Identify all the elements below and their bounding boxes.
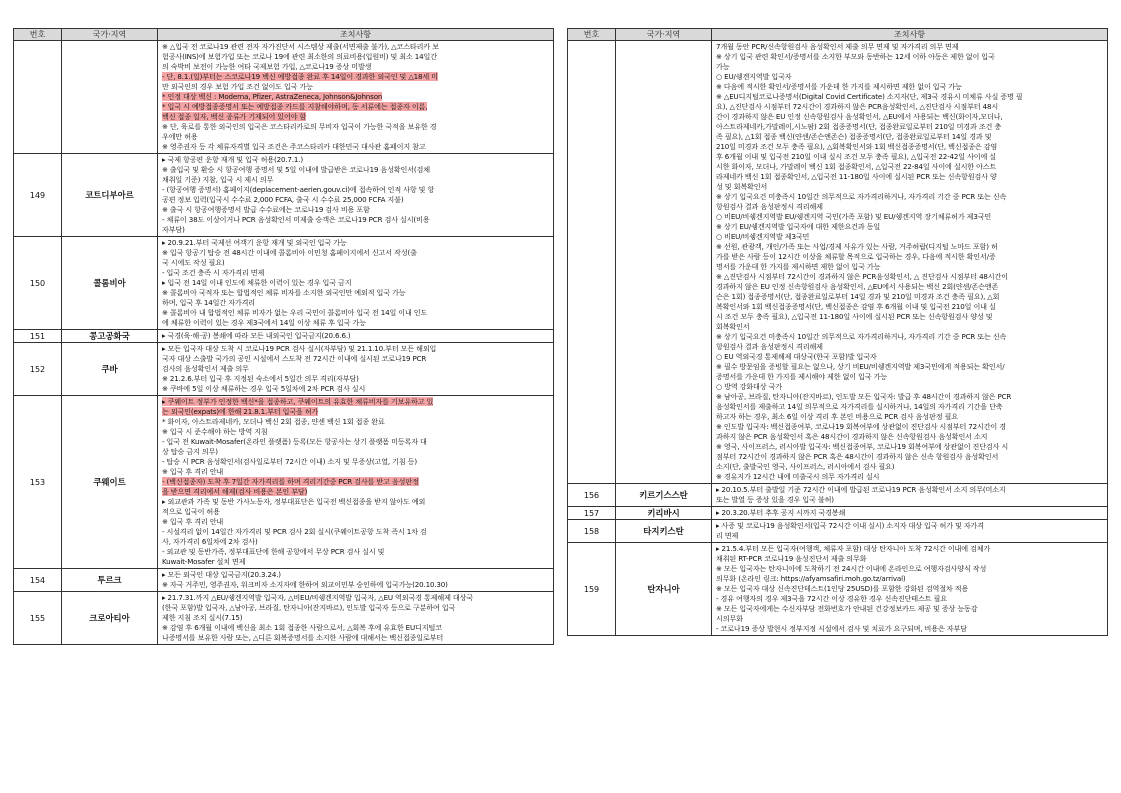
measure-line: 나증명서를 보유한 사람 또는, △디른 회복증명서를 소지한 사람에 대해서는 백신접종일로부터 <box>162 633 444 642</box>
measures-cell <box>158 592 554 645</box>
measures-cell <box>158 330 554 343</box>
measure-line: - 입국 조건 충족 시 자가격리 면제 <box>162 268 265 277</box>
measure-line: 과하지 않은 PCR 음성확인서 혹은 48시간이 경과하지 않은 신속항원검사 음성확인서 소지 <box>716 432 988 441</box>
measure-line: 명서를 가운데 한 가지를 제시하면 제한 없이 입국 가능 <box>716 262 881 271</box>
measure-line: ▸ 21.7.31.까지 △EU/쉥겐지역발 입국자, △비EU/비쉥겐지역발 입국자, △EU 역외국경 통제해제 대상국 <box>162 593 473 602</box>
measure-line: 음성확인서를 제출하고 14일 의무적으로 자가격리를 실시하거나, 14일의 자가격리 기간을 단축 <box>716 402 1003 411</box>
measures-cell <box>158 569 554 592</box>
measure-line: ※ 입국 후 격리 안내 <box>162 517 224 526</box>
measure-line: 항원검사 결과 음성판정시 격리해제 <box>716 342 823 351</box>
measure-line: 7개월 동안 PCR/신속항원검사 음성확인서 제출 의무 면제 및 자가격리 의무 면제 <box>716 42 959 51</box>
measure-line: ※ 입국 항공기 탑승 전 48시간 이내에 콜롬비아 이민청 홈페이지에서 신고서 작성(출 <box>162 248 417 257</box>
row-number: 159 <box>568 543 616 636</box>
country-name <box>62 41 158 154</box>
measure-line <box>162 477 550 487</box>
measure-line: ▸ 사증 및 코로나19 음성확인서(입국 72시간 이내 실시) 소지자 대상 입국 허가 및 자가격 <box>716 521 984 530</box>
measure-line <box>162 487 550 497</box>
country-name: 쿠바 <box>62 343 158 396</box>
measure-line: 시의무화 <box>716 614 743 623</box>
measure-line: - 외교관 및 동반가족, 정부대표단에 한해 공항에서 무상 PCR 검사 실시 및 <box>162 547 385 556</box>
measures-cell <box>712 484 1108 507</box>
measure-line: ▸ 20.9.21.부터 국제선 여객기 운항 재개 및 외국인 입국 가능 <box>162 238 347 247</box>
measure-line: ▸ 국제 항공편 운항 재개 및 입국 허용(20.7.1.) <box>162 155 303 164</box>
measure-line: 가능 <box>716 62 730 71</box>
measure-line: 210일 미경과 조건 모두 충족 필요), △회복확인서와 1회 백신접종증명서(단, 백신접종은 감염 <box>716 142 998 151</box>
measure-line <box>162 102 550 112</box>
measures-cell <box>158 343 554 396</box>
measure-line: ※ △EU디지털코로나증명서(Digital Covid Certificate) 소지자(단, 제3국 경유시 미체류 사실 증명 필 <box>716 92 1023 101</box>
row-number: 152 <box>14 343 62 396</box>
highlighted-text: - (백신접종자) 도착 후 7일간 자가격리를 하며 격리기간중 PCR 검사를 받고 음성판정 <box>162 477 419 486</box>
measure-line: ※ 인도발 입국자: 백신접종여부, 코로나19 회복여부에 상관없이 진단검사 시점부터 72시간이 경 <box>716 422 1006 431</box>
measure-line: 간이 경과하지 않은 EU 인정 신속항원검사 음성확인서, △EU에서 사용되는 백신(화이자,모더나, <box>716 112 1003 121</box>
measures-cell <box>712 520 1108 543</box>
measure-line: ※ 상기 입국요건 미충족시 10일간 의무적으로 자가격리하거나, 자가격리 기간 중 PCR 또는 신속 <box>716 192 1007 201</box>
measure-line: 제한 지침 조치 실시(7.15) <box>162 613 243 622</box>
country-name: 콩고공화국 <box>62 330 158 343</box>
measure-line: 가를 받은 사람 등이 12시간 이상을 체류할 목적으로 입국하는 경우, 다음에 적시한 확인서/증 <box>716 252 996 261</box>
row-number: 150 <box>14 237 62 330</box>
measure-line: 사, 자가격리 6일차에 2차 검사) <box>162 537 258 546</box>
measures-cell <box>712 507 1108 520</box>
row-number <box>568 41 616 484</box>
measure-line: 하며, 입국 후 14일간 자가격리 <box>162 298 255 307</box>
table-row <box>14 237 554 330</box>
header-no: 번호 <box>14 29 62 41</box>
measure-line: 아스트라제네카,가말레이,시노팜) 2회 접종증명서(단, 접종완료일로부터 210일 미경과 조건 충 <box>716 122 1002 131</box>
measure-line: - 코로나19 증상 발현시 정부지정 시설에서 검사 및 치료가 요구되며, 비용은 자부담 <box>716 624 967 633</box>
measure-line: 경과하지 않은 EU 인정 신속항원검사 음성확인서, △EU에서 사용되는 백신 2회(얀센/존슨앤존 <box>716 282 999 291</box>
measure-line: 자부담) <box>162 225 185 234</box>
measure-line: ※ 모든 입국자에게는 수신자부담 전화번호가 안내된 건강정보카드 제공 및 증상 능동감 <box>716 604 978 613</box>
measure-line: 후 6개월 이내 및 입국전 210일 이내 실시 조건 모두 충족 필요), △입국전 22-42일 사이에 실 <box>716 152 996 161</box>
measure-line: ▸ 20.10.5.부터 출발일 기준 72시간 이내에 발급된 코로나19 PCR 음성확인서 소지 의무(미소지 <box>716 485 1006 494</box>
measure-line: 의 숙박비 보전이 가능한 여타 국제보험 가입, △코로나19 증상 미발생 <box>162 62 372 71</box>
measure-line: - (항공여행 증명서) 홈페이지(deplacement-aerien.gouv.ci)에 접속하여 인적 사항 및 항 <box>162 185 435 194</box>
header-country: 국가·지역 <box>616 29 712 41</box>
header-no: 번호 <box>568 29 616 41</box>
measure-line: 리 면제 <box>716 531 739 540</box>
left-page <box>13 28 554 645</box>
measure-line: 우에만 허용 <box>162 132 198 141</box>
measure-line: 슨은 1회) 접종증명서(단, 접종완료일로부터 14일 경과 및 210일 미경과 조건 충족 필요), △회 <box>716 292 1000 301</box>
measure-line: ○ EU 역외국경 통제해제 대상국(한국 포함)발 입국자 <box>716 352 877 361</box>
highlighted-text: 을 받으면 격리에서 해제(검사 비용은 본인 부담) <box>162 487 308 496</box>
measure-line: 복확인서와 1회 백신접종증명서(단, 백신접종은 감염 후 6개월 이내 및 입국전 210일 이내 실 <box>716 302 996 311</box>
measure-line: ▸ 21.5.4.부터 모든 입국자(여행객, 체류자 포함) 대상 탄자니아 도착 72시간 이내에 검체가 <box>716 544 991 553</box>
header-measures: 조치사항 <box>158 29 554 41</box>
measure-line: 채취일 기준) 지참, 입국 시 제시 의무 <box>162 175 274 184</box>
measure-line: 상 탑승 금지 의무) <box>162 447 218 456</box>
measure-line <box>162 92 550 102</box>
measure-line: 성 및 회복확인서 <box>716 182 768 191</box>
measure-line: ▸ 입국 전 14일 이내 인도에 체류한 이력이 있는 경우 입국 금지 <box>162 278 352 287</box>
measure-line: 증명서를 가운데 한 가지를 제시해야 제한 없이 입국 가능 <box>716 372 887 381</box>
measure-line: ○ 방역 강화대상 국가 <box>716 382 782 391</box>
measure-line: 적으로 입국이 허용 <box>162 507 220 516</box>
measure-line: ※ 경유지가 12시간 내에 미출국시 의무 자가격리 실시 <box>716 472 880 481</box>
measure-line: ※ 상기 입국 관련 확인서/증명서를 소지한 부모와 동반하는 12세 이하 아동은 제한 없이 입국 <box>716 52 995 61</box>
country-name: 타지키스탄 <box>616 520 712 543</box>
highlighted-text: 는 외국인(expats)에 한해 21.8.1.부터 입국을 허가 <box>162 407 319 416</box>
measure-line <box>162 407 550 417</box>
measures-cell <box>158 237 554 330</box>
measure-line: ※ 자국 거주민, 영주권자, 워크비자 소지자에 한하여 외교이민부 승인하에 입국가능(20.10.30) <box>162 580 448 589</box>
country-name: 코트디부아르 <box>62 154 158 237</box>
table-row <box>14 569 554 592</box>
table-row <box>14 396 554 569</box>
table-row <box>14 154 554 237</box>
measure-line: ※ 21.2.6.부터 입국 후 지정된 숙소에서 5일간 의무 격리(자부담) <box>162 374 359 383</box>
table-header <box>568 29 1108 41</box>
measure-line <box>162 397 550 407</box>
country-name: 투르크 <box>62 569 158 592</box>
row-number: 158 <box>568 520 616 543</box>
highlighted-text: * 인정 대상 백신 : Moderna, Pfizer, AstraZeneca, Johnson&Johnson <box>162 92 383 101</box>
table-row <box>14 330 554 343</box>
measure-line: 시한 화이자, 모더나, 가말레이 백신 1회 접종확인서, △입국전 22-84일 사이에 실시한 아스트 <box>716 162 997 171</box>
measure-line: ○ 비EU/비쉥겐지역발 EU/쉥겐지역 국민(가족 포함) 및 EU/쉥겐지역 장기체류허가 제3국민 <box>716 212 992 221</box>
measure-line: 회복확인서 <box>716 322 750 331</box>
measure-line: ○ EU/쉥겐지역발 입국자 <box>716 72 792 81</box>
measure-line: 의무화 (온라인 링크: https://afyamsafiri.moh.go.tz/arrival) <box>716 574 906 583</box>
measure-line: ▸ 국경(육·해·공) 봉쇄에 따라 모든 내외국인 입국금지(20.6.6.) <box>162 331 351 340</box>
row-number: 154 <box>14 569 62 592</box>
measure-line: ▸ 20.3.20.부터 추후 공지 시까지 국경봉쇄 <box>716 508 846 517</box>
measures-cell <box>712 543 1108 636</box>
measure-line: 시 조건 모두 충족 필요), △입국전 11-180일 사이에 실시된 PCR 또는 신속항원검사 양성 및 <box>716 312 993 321</box>
measure-line: 검사의 음성확인서 제출 의무 <box>162 364 249 373</box>
measure-line: * 화이자, 아스트라제네카, 모더나 백신 2회 접종, 얀센 백신 1회 접종 완료 <box>162 417 385 426</box>
measure-line: ※ 모든 입국자는 탄자니아에 도착하기 전 24시간 이내에 온라인으로 여행자검사양식 작성 <box>716 564 987 573</box>
row-number: 153 <box>14 396 62 569</box>
measure-line: ※ 콜롬비아 내 합법적인 체류 비자가 없는 우리 국민이 콜롬비아 입국 전 14일 이내 인도 <box>162 308 428 317</box>
measure-line: 험공사(INS)에 보험가입 또는 코로나 19에 관련 최소한의 의료비용(입원비) 및 최소 14일간 <box>162 52 437 61</box>
header-measures: 조치사항 <box>712 29 1108 41</box>
measure-line: ※ △진단검사 시점부터 72시간이 경과하지 않은 PCR음성확인서, △ 진단검사 시점부터 48시간이 <box>716 272 1008 281</box>
measure-line: 또는 발열 등 증상 있을 경우 입국 불허) <box>716 495 834 504</box>
measure-line: ▸ 모든 외국인 대상 입국금지(20.3.24.) <box>162 570 281 579</box>
table-row <box>14 343 554 396</box>
row-number: 155 <box>14 592 62 645</box>
measure-line: ○ 비EU/비쉥겐지역발 제3국민 <box>716 232 810 241</box>
measure-line: ※ 상기 EU/쉥겐지역발 입국자에 대한 제한요건과 동일 <box>716 222 881 231</box>
measure-line: - 경유 여행자의 경우 제3국을 72시간 이상 경유한 경우 신속진단테스트 필요 <box>716 594 947 603</box>
measure-line: ※ 쿠바에 5일 이상 체류하는 경우 입국 5일차에 2차 PCR 검사 실시 <box>162 384 366 393</box>
highlighted-text: ▸ 쿠웨이트 정부가 인정한 백신*을 접종하고, 쿠웨이트의 유효한 체류비자를 기보유하고 있 <box>162 397 434 406</box>
measure-line: 에 체류한 이력이 있는 경우 제3국에서 14일 이상 체류 후 입국 가능 <box>162 318 366 327</box>
highlighted-text: 백신 접종 일자, 백신 종류가 기재되어 있어야 함 <box>162 112 307 121</box>
measure-line: ▸ 모든 입국자 대상 도착 시 코로나19 PCR 검사 실시(자부담) 및 21.1.10.부터 모든 해외입 <box>162 344 437 353</box>
measure-line: Kuwait-Mosafer 설치 면제 <box>162 557 246 566</box>
measure-line <box>162 72 550 82</box>
measure-line: 채취된 RT-PCR 코로나19 음성진단서 제출 의무화 <box>716 554 867 563</box>
measure-line: ※ 선원, 관광객, 개인/가족 또는 사업/경제 사유가 있는 사람, 거주허랍(디지털 노마드 포함) 허 <box>716 242 998 251</box>
measure-line: ※ 단, 육로를 통한 외국인의 입국은 코스타리카로의 무비자 입국이 가능한 국적을 보유한 경 <box>162 122 437 131</box>
measure-line: ※ 입국 후 격리 안내 <box>162 467 224 476</box>
measure-line: 하고자 하는 경우, 최소 6일 이상 격리 후 본인 비용으로 PCR 검사 음성판정 필요 <box>716 412 958 421</box>
measure-line: 공편 정보 입력(입국시 수수료 2,000 FCFA, 출국 시 수수료 25,000 FCFA 지불) <box>162 195 404 204</box>
measure-line: 점부터 72시간이 경과하지 않은 PCR 혹은 48시간이 경과하지 않은 신속 항원검사 음성확인서 <box>716 452 999 461</box>
measure-line: 국 시에도 작성 필요) <box>162 258 225 267</box>
highlighted-text: - 단, 8.1.(일)부터는 스코로나19 백신 예방접종 완료 후 14일이 경과한 외국인 및 △18세 미 <box>162 72 438 81</box>
measure-line: ※ 모든 입국자 대상 신속진단테스트(1인당 25USD)를 포함한 강화된 검역절차 적용 <box>716 584 969 593</box>
measure-line: 족 필요), △1회 접종 백신(얀센/존슨앤존슨) 접종증명서(단, 접종완료일로부터 14일 경과 및 <box>716 132 992 141</box>
measure-line: - 시설격리 없이 14일간 자가격리 및 PCR 검사 2회 실시(쿠웨이트공항 도착 즉시 1차 검 <box>162 527 427 536</box>
table-row <box>568 41 1108 484</box>
measure-line <box>162 112 550 122</box>
row-number <box>14 41 62 154</box>
table-row <box>568 484 1108 507</box>
right-page <box>567 28 1108 636</box>
measure-line: ※ 출입국 및 환승 시 항공여행 증명서 및 5일 이내에 발급받은 코로나19 음성확인서(검체 <box>162 165 430 174</box>
measure-line: ※ 남아공, 브라질, 탄자니아(잔지바르), 인도발 모든 입국자: 발급 후 48시간이 경과하지 않은 PCR <box>716 392 1012 401</box>
measure-line: ※ 상기 입국요건 미충족시 10일간 의무적으로 자가격리하거나, 자가격리 기간 중 PCR 또는 신속 <box>716 332 1007 341</box>
row-number: 149 <box>14 154 62 237</box>
row-number: 157 <box>568 507 616 520</box>
measure-line: 요), △진단검사 시점부터 72시간이 경과하지 않은 PCR음성확인서, △진단검사 시점부터 48시 <box>716 102 999 111</box>
measure-line: ※ △입국 전 코로나19 관련 전자 자가진단서 시스템상 제출(서면제출 불가), △코스타리카 보 <box>162 42 439 51</box>
highlighted-text: * 입국 시 예방접종증명서 또는 예방접종 카드를 지참해야하며, 동 서류에는 접종자 이름, <box>162 102 428 111</box>
row-number: 156 <box>568 484 616 507</box>
header-country: 국가·지역 <box>62 29 158 41</box>
measure-line: 라제네카 백신 1회 접종확인서, △입국전 11-180일 사이에 실시된 PCR 또는 신속항원검사 양 <box>716 172 997 181</box>
table-row <box>568 543 1108 636</box>
row-number: 151 <box>14 330 62 343</box>
measure-line: ※ 영국, 사이프러스, 러시아발 입국자: 백신접종여부, 코로나19 회복여부에 상관없이 진단검사 시 <box>716 442 1009 451</box>
country-name: 콜롬비아 <box>62 237 158 330</box>
table-row <box>568 520 1108 543</box>
measure-line: ※ 출국 시 항공여행증명서 발급 수수료에는 코로나19 검사 비용 포함 <box>162 205 370 214</box>
country-name: 키르기스스탄 <box>616 484 712 507</box>
measure-line: 국자 대상 스출발 국가의 공인 시설에서 스도착 전 72시간 이내에 실시된 코로나19 PCR <box>162 354 427 363</box>
measure-line: ※ 필수 방문임을 증빙할 필요는 없으나, 상기 비EU/비쉥겐지역발 제3국민에게 적용되는 확인서/ <box>716 362 1005 371</box>
measure-line: - 체류이 38도 이상이거나 PCR 음성확인서 미제출 승객은 코로나19 PCR 검사 실시(비용 <box>162 215 430 224</box>
measure-line: 만 외국인의 경우 보험 가입 조건 없이도 입국 가능 <box>162 82 313 91</box>
measures-cell <box>158 41 554 154</box>
table-row <box>568 507 1108 520</box>
measure-line: - 탑승 시 PCR 음성확인서(검사일로부터 72시간 이내) 소지 및 무증상(고열, 기침 등) <box>162 457 417 466</box>
country-name: 쿠웨이트 <box>62 396 158 569</box>
country-name: 키리바시 <box>616 507 712 520</box>
country-name: 크로아티아 <box>62 592 158 645</box>
measure-line: ※ 영주권자 등 각 체류자격별 입국 조건은 주코스타리카 대한민국 대사관 홈페이지 참고 <box>162 142 426 151</box>
measure-line: - 입국 전 Kuwait-Mosafer(온라인 플랫폼) 등록(모든 항공사는 상기 플랫폼 미등록자 대 <box>162 437 427 446</box>
measure-line: 소지(단, 출발국인 영국, 사이프러스, 러시아에서 검사 필요) <box>716 462 895 471</box>
measures-cell <box>712 41 1108 484</box>
table-row <box>14 592 554 645</box>
table-row <box>14 41 554 154</box>
right-table <box>567 28 1108 636</box>
measures-cell <box>158 154 554 237</box>
measure-line: ▸ 외교관과 가족 및 동반 가사노동자, 정부대표단은 입국전 백신접종을 받지 않아도 예외 <box>162 497 426 506</box>
measure-line: ※ 감염 후 6개월 이내에 백신을 최소 1회 접종한 사람으로서, △회복 후에 유효한 EU디지털코 <box>162 623 442 632</box>
country-name <box>616 41 712 484</box>
table-header <box>14 29 554 41</box>
country-name: 탄자니아 <box>616 543 712 636</box>
measure-line: ※ 콜롬비아 국적자 또는 합법적인 체류 비자를 소지한 외국인만 예외적 입국 가능 <box>162 288 406 297</box>
measure-line: (한국 포함)발 입국자, △남아공, 브라질, 탄자니아(잔지바르), 인도발 입국자 등으로 구분하여 입국 <box>162 603 456 612</box>
measures-cell <box>158 396 554 569</box>
measure-line: ※ 입국 시 준수해야 하는 방역 지침 <box>162 427 268 436</box>
measure-line: ※ 다음에 적시한 확인서/증명서를 가운데 한 가지를 제시하면 제한 없이 입국 가능 <box>716 82 962 91</box>
measure-line: 항원검사 결과 음성판정시 격리해제 <box>716 202 823 211</box>
left-table <box>13 28 554 645</box>
